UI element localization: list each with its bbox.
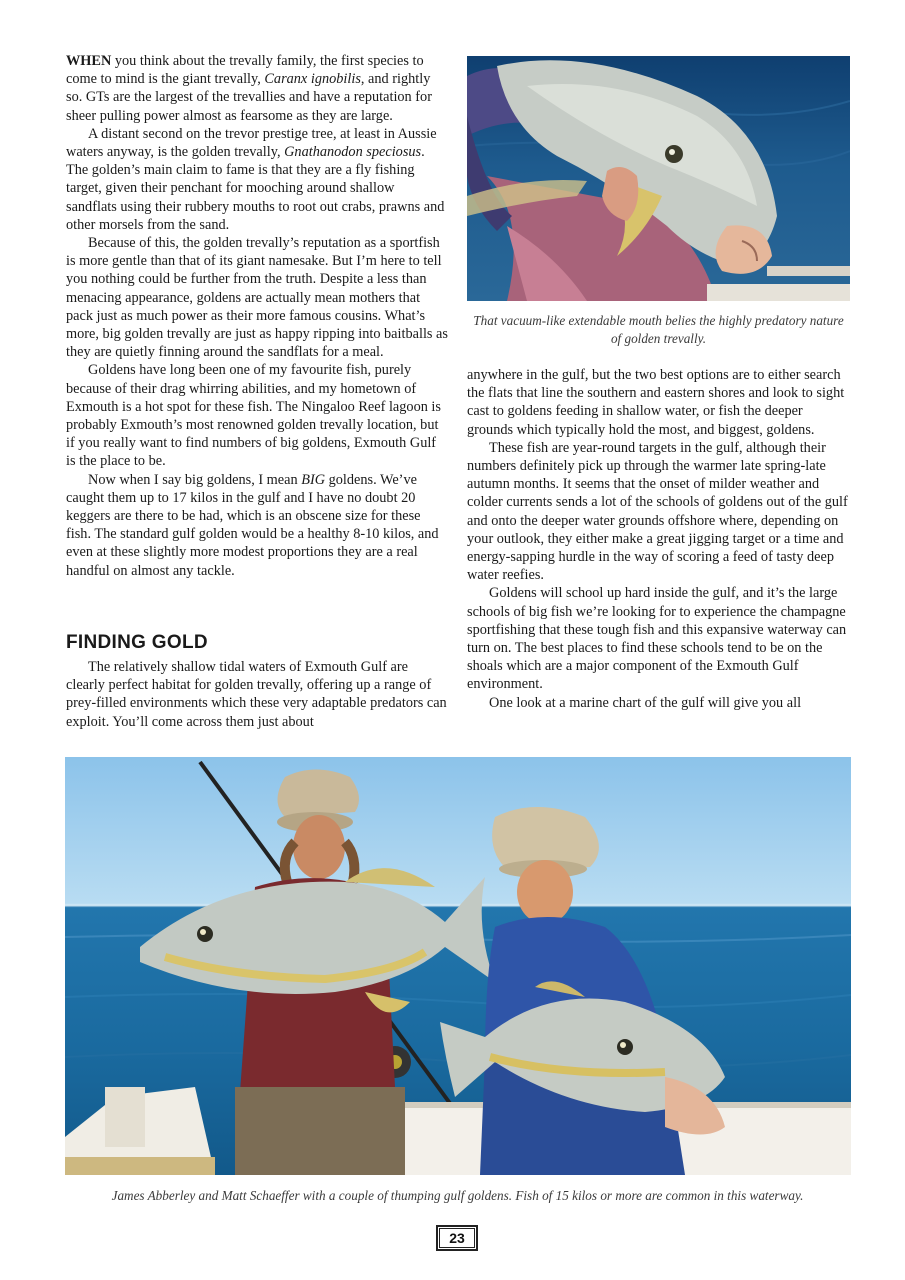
text-span: A distant second on the trevor prestige tree, at least in Aussie waters anyway, is the golden trevally, <box>66 125 437 161</box>
scientific-name: Caranx ignobilis <box>264 71 361 88</box>
text-span: , and rightly so. GTs are the largest of the trevallies and have a reputation for sheer pulling power almost as fearsome as they are large. <box>66 71 432 124</box>
emphasis: BIG <box>301 471 326 488</box>
text-span: you think about the trevally family, the first species to come to mind is the giant trevally, <box>66 53 424 88</box>
paragraph-intro <box>66 52 448 125</box>
section-heading: FINDING GOLD <box>66 632 208 653</box>
paragraph: Goldens will school up hard inside the gulf, and it’s the large schools of big fish we’re looking for to experience the champagne sportfishing that these tough fish and this expansive waterway can turn on. The best places to find these schools tend to be on the shoals which are a major component of the Exmouth Gulf environment. <box>467 585 847 693</box>
photo-caption-bottom: James Abberley and Matt Schaeffer with a couple of thumping gulf goldens. Fish of 15 kilos or more are common in this waterway. <box>111 1188 804 1203</box>
paragraph: Goldens have long been one of my favourite fish, purely because of their drag whirring abilities, and my hometown of Exmouth is a hot spot for these fish. The Ningaloo Reef lagoon is probably Exmouth’s most renowned golden trevally location, but if you really want to find numbers of big goldens, Exmouth Gulf is the place to be. <box>66 362 441 470</box>
page-number: 23 <box>436 1225 478 1251</box>
text-span: goldens. We’ve caught them up to 17 kilos in the gulf and I have no doubt 20 keggers are there to be had, which is an obscene size for these fish. The standard gulf golden would be a healthy 8-10 kilos, and even at these slightly more modest proportions they are a real handful on almost any tackle. <box>66 471 439 579</box>
article-column-left-lower <box>66 658 448 731</box>
paragraph <box>66 125 448 234</box>
article-column-left <box>66 52 448 580</box>
paragraph: anywhere in the gulf, but the two best options are to either search the flats that line the southern and eastern shores and look to sight cast to goldens feeding in shallow water, or fish the deeper grounds which typically hold the most, and biggest, goldens. <box>467 367 845 438</box>
paragraph <box>66 471 448 580</box>
photo-caption-top: That vacuum-like extendable mouth belies the highly predatory nature of golden trevally. <box>473 313 844 346</box>
photo-illustration <box>467 56 850 301</box>
paragraph: Because of this, the golden trevally’s reputation as a sportfish is more gentle than that of its giant namesake. But I’m here to tell you nothing could be further from the truth. Despite a less than menacing appearance, goldens are actually mean mothers that pack just as much power as their more famous cousins. What’s more, big golden trevally are just as happy ripping into baitballs as they are quietly finning around the sandflats for a meal. <box>66 235 448 361</box>
text-span: . The golden’s main claim to fame is that they are a fly fishing target, given their penchant for mooching around shallow sandflats using their rubbery mouths to root out crabs, prawns and other morsels from the sand. <box>66 144 445 233</box>
paragraph: The relatively shallow tidal waters of Exmouth Gulf are clearly perfect habitat for golden trevally, offering up a range of prey-filled environments which these very adaptable predators can exploit. You’ll come across them just about <box>66 659 447 730</box>
drop-lead: WHEN <box>66 53 112 69</box>
text-span: Now when I say big goldens, I mean <box>88 471 302 488</box>
photo-anglers-with-goldens <box>65 757 851 1175</box>
paragraph: One look at a marine chart of the gulf will give you all <box>489 694 802 711</box>
photo-golden-trevally-closeup <box>467 56 850 301</box>
article-column-right <box>467 366 851 712</box>
paragraph: These fish are year-round targets in the gulf, although their numbers definitely pick up through the warmer late spring-late autumn months. It seems that the onset of milder weather and colder currents sends a lot of the schools of goldens out of the gulf and onto the deeper water grounds offshore where, depending on your outlook, they either make a great jigging target or a time and energy-sapping hurdle in the way of scoring a feed of tasty deep water reefies. <box>467 439 848 584</box>
scientific-name: Gnathanodon speciosus <box>284 144 422 161</box>
photo-illustration <box>65 757 851 1175</box>
